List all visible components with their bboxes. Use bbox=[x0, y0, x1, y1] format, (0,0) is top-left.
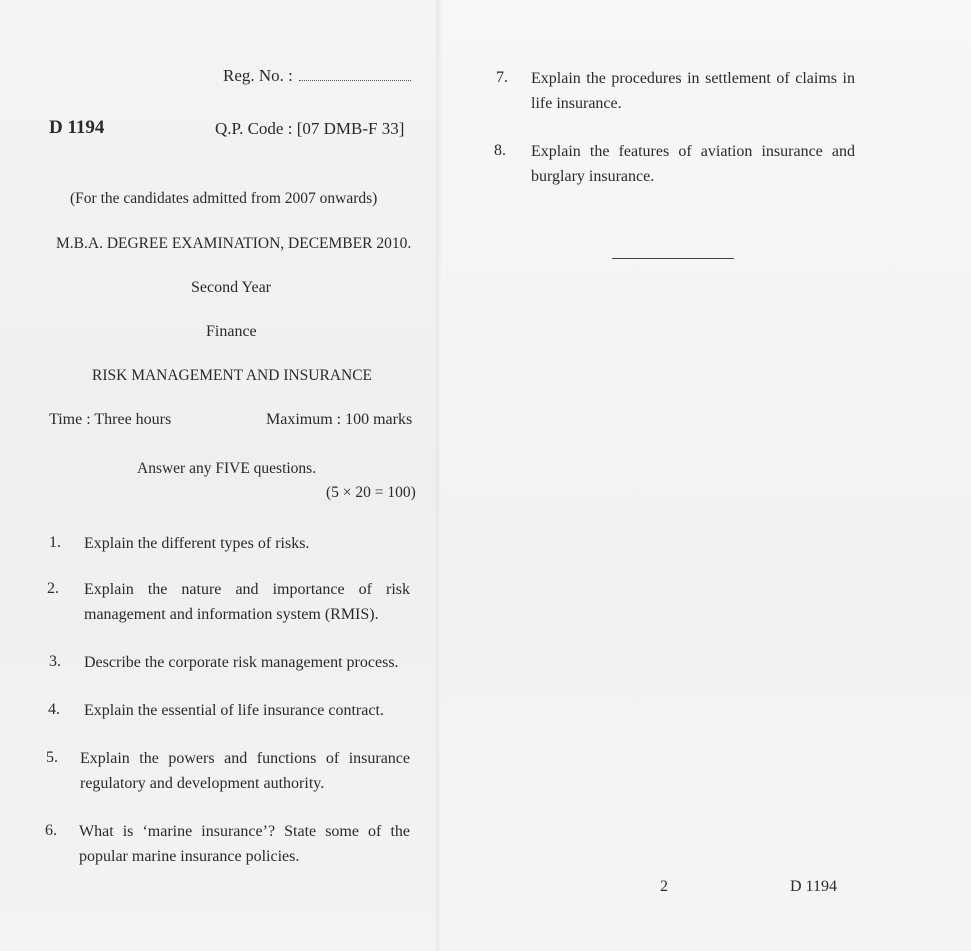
paper-code: D 1194 bbox=[49, 117, 105, 138]
question-text: Explain the features of aviation insurance and burglary insurance. bbox=[531, 143, 855, 185]
question-text: Explain the essential of life insurance contract. bbox=[84, 702, 384, 719]
subject-title: RISK MANAGEMENT AND INSURANCE bbox=[92, 367, 373, 384]
question-text: Explain the different types of risks. bbox=[84, 535, 310, 552]
end-rule bbox=[612, 258, 734, 259]
question-number: 7. bbox=[496, 69, 508, 86]
specialization: Finance bbox=[206, 323, 257, 340]
reg-no-label: Reg. No. : bbox=[223, 66, 293, 85]
question-number: 3. bbox=[49, 653, 61, 670]
instruction: Answer any FIVE questions. bbox=[137, 460, 317, 477]
page-number: 2 bbox=[660, 878, 668, 895]
question-text: What is ‘marine insurance’? State some of the popular marine insurance policies. bbox=[79, 823, 410, 865]
reg-no-field bbox=[223, 66, 411, 86]
question-number: 8. bbox=[494, 142, 506, 159]
exam-year: Second Year bbox=[191, 279, 271, 296]
footer-paper-code: D 1194 bbox=[790, 878, 837, 895]
qp-code: Q.P. Code : [07 DMB-F 33] bbox=[215, 119, 405, 138]
question-number: 6. bbox=[45, 822, 57, 839]
marks-formula: (5 × 20 = 100) bbox=[326, 484, 416, 501]
time-allowed: Time : Three hours bbox=[49, 411, 172, 428]
question-number: 2. bbox=[47, 580, 59, 597]
question-text: Explain the nature and importance of risk management and information system (RMIS). bbox=[84, 581, 410, 623]
question-number: 4. bbox=[48, 701, 60, 718]
candidates-note: (For the candidates admitted from 2007 onwards) bbox=[70, 190, 378, 207]
question-text: Explain the procedures in settlement of claims in life insurance. bbox=[531, 70, 855, 112]
maximum-marks: Maximum : 100 marks bbox=[266, 411, 413, 428]
question-number: 5. bbox=[46, 749, 58, 766]
reg-no-blank bbox=[299, 79, 411, 81]
question-text: Describe the corporate risk management process. bbox=[84, 654, 399, 671]
question-text: Explain the powers and functions of insurance regulatory and development authority. bbox=[80, 750, 410, 792]
question-number: 1. bbox=[49, 534, 61, 551]
page-gutter bbox=[436, 0, 442, 951]
exam-title: M.B.A. DEGREE EXAMINATION, DECEMBER 2010. bbox=[56, 235, 412, 252]
